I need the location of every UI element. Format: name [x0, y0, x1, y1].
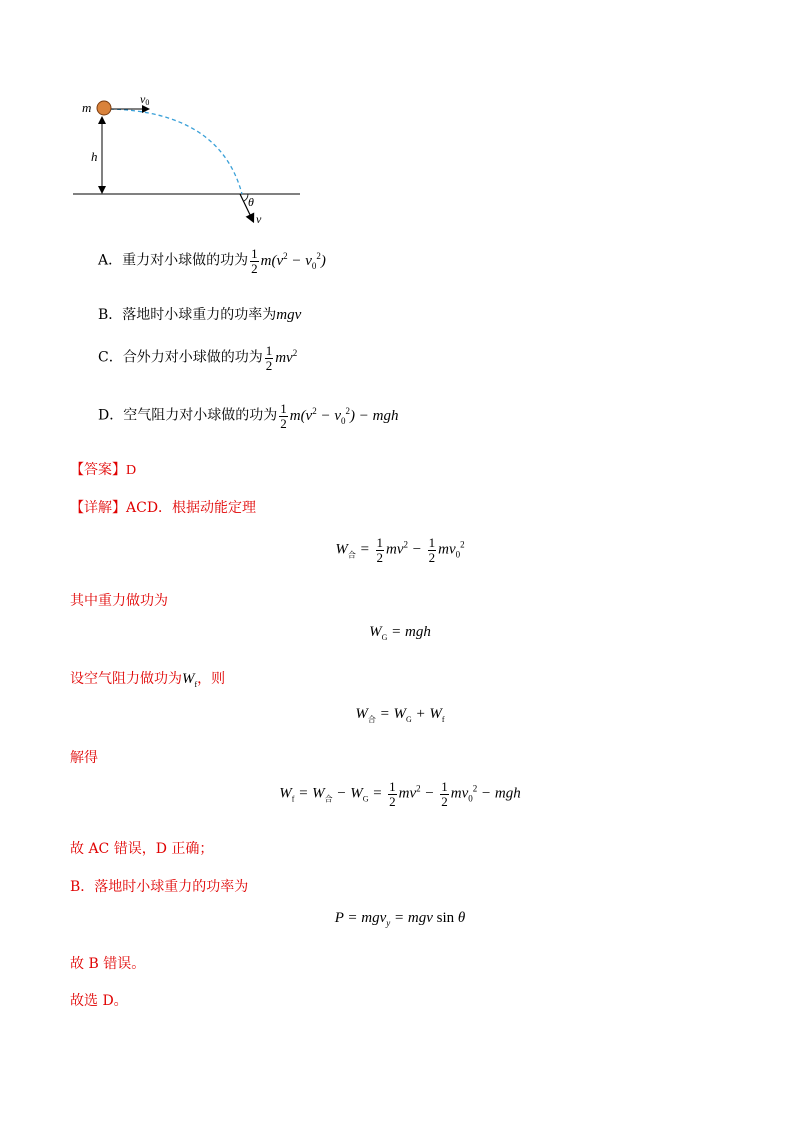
answer-line — [70, 459, 136, 479]
answer-label: 【答案】 — [70, 462, 126, 478]
option-c-text: C．合外力对小球做的功为 — [98, 349, 263, 366]
option-b-formula: mgv — [276, 307, 302, 323]
height-label: h — [91, 149, 98, 164]
equation-gravity-work: $W_G$ = mgh — [369, 624, 431, 642]
equation-total-work: $W_合 = W_G + W_f$ — [355, 706, 445, 724]
option-d-formula: $\frac{1}{2}$ $m(v^2 - v_0^2)$ − mgh — [280, 401, 399, 431]
equation-work-energy: $W_合$ = $\frac{1}{2}$ $mv^2$ − $\frac{1}{2}$ $mv_0^2$ — [335, 535, 465, 565]
answer-value: D — [126, 463, 137, 478]
trajectory-curve — [110, 109, 242, 194]
air-work-post: ，则 — [197, 671, 226, 687]
option-a-text: A．重力对小球做的功为 — [98, 252, 249, 269]
projectile-diagram — [70, 88, 310, 233]
air-work-pre: 设空气阻力做功为 — [70, 671, 182, 687]
ball — [97, 101, 111, 115]
v-label: v — [256, 212, 262, 226]
option-b-text: B．落地时小球重力的功率为 — [98, 307, 277, 323]
explanation-label: 【详解】 — [70, 500, 126, 516]
option-a-formula: $\frac{1}{2}$ $m(v^2 - v_0^2)$ — [251, 246, 326, 276]
gravity-work-line: 其中重力做功为 — [70, 593, 168, 609]
explanation-intro — [70, 497, 256, 517]
conclude-line: 故 AC 错误，D 正确； — [70, 841, 214, 857]
option-c-formula: $\frac{1}{2}$ $mv^2$ — [265, 343, 298, 373]
option-a[interactable] — [98, 247, 326, 275]
air-work-symbol: $W_f$ — [182, 671, 198, 689]
mass-label: m — [82, 100, 92, 115]
theta-label: θ — [248, 195, 254, 209]
air-work-line — [70, 668, 225, 689]
equation-air-work: $W_f = W_合 - W_G$ = $\frac{1}{2}$ $mv^2$ − $\frac{1}{2}$ $mv_0^2$ − mgh — [279, 779, 521, 809]
option-d-text: D．空气阻力对小球做的功为 — [98, 407, 278, 424]
b-wrong-line: 故 B 错误。 — [70, 956, 146, 972]
explanation-intro-text: ACD．根据动能定理 — [126, 500, 257, 516]
option-d[interactable] — [98, 402, 398, 430]
b-explain-line: B．落地时小球重力的功率为 — [70, 879, 249, 895]
solve-line: 解得 — [70, 750, 98, 766]
equation-power: P = mgv$_y$ = mgv sin θ — [334, 910, 466, 928]
option-b[interactable] — [98, 304, 301, 324]
option-c[interactable] — [98, 344, 297, 372]
final-answer-line: 故选 D。 — [70, 993, 128, 1009]
v0-label: v0 — [140, 92, 150, 107]
